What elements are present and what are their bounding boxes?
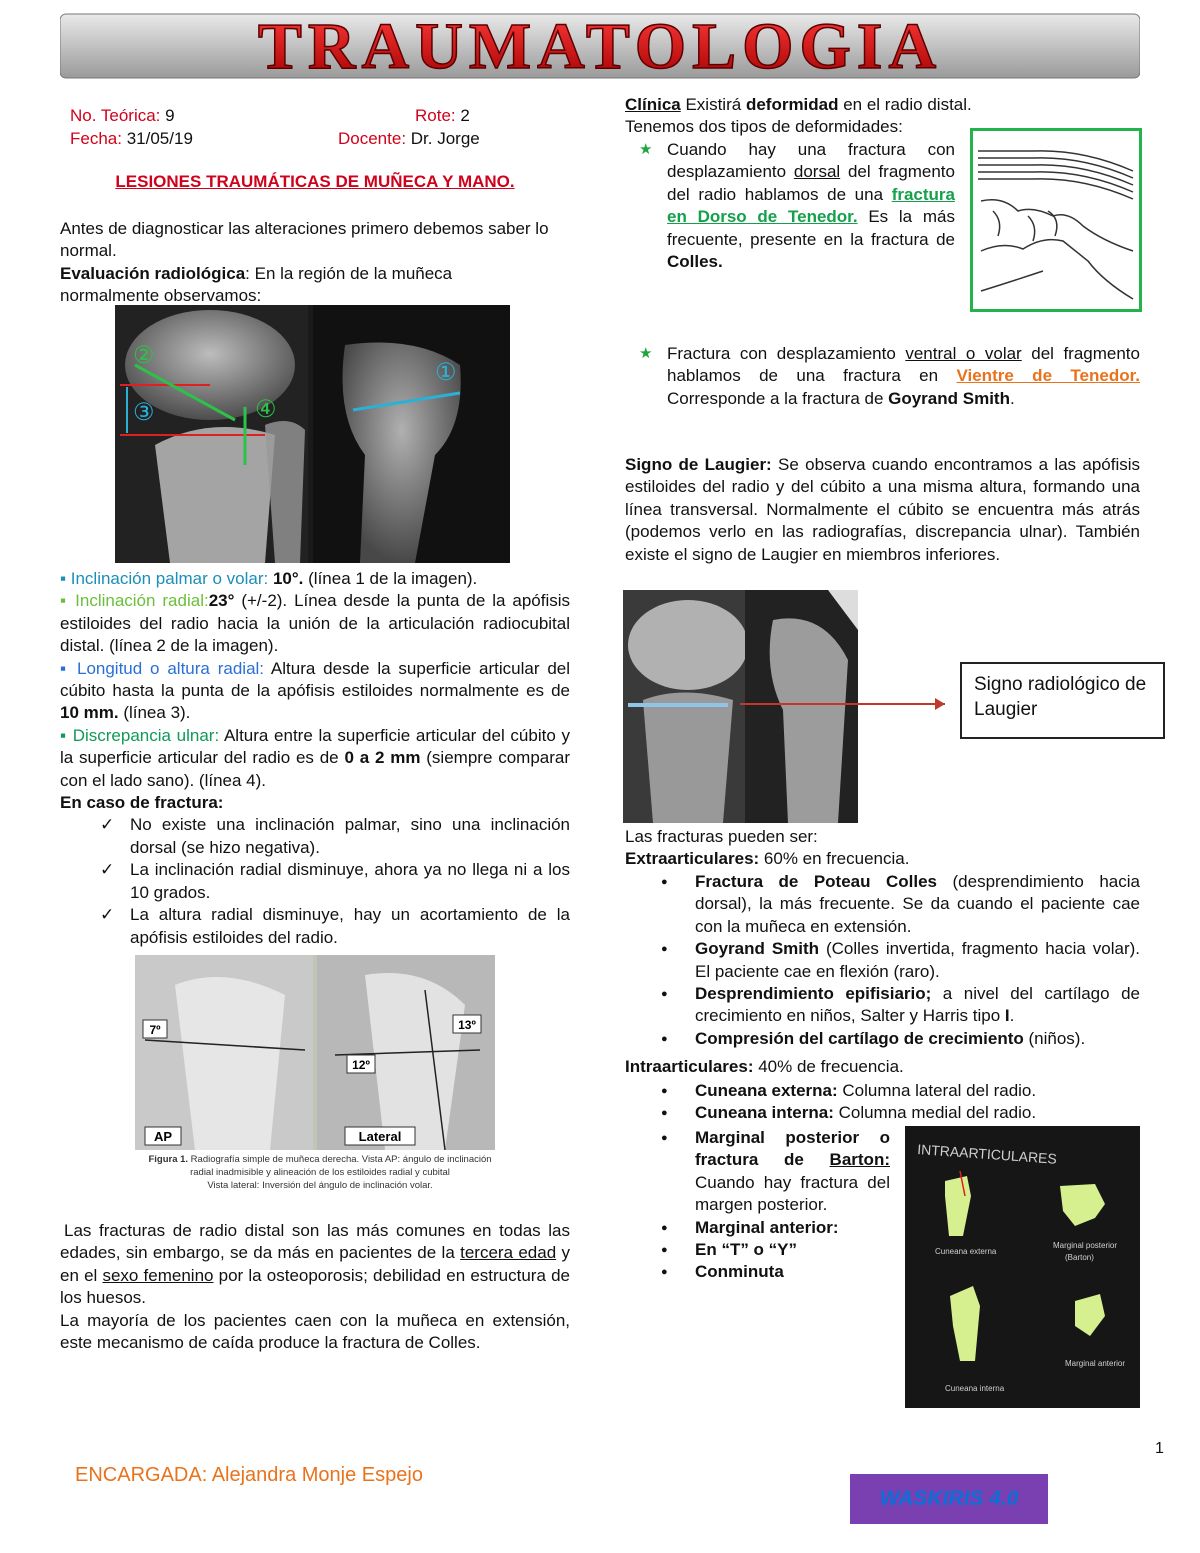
b4-value: 0 a 2 mm xyxy=(344,748,421,768)
p1-a: Las fracturas de radio distal son las más comunes en todas las edades, sin embargo, se da más en pacientes de la xyxy=(60,1221,570,1263)
bullet-discrepancia xyxy=(60,725,570,792)
laugier-paragraph xyxy=(625,454,1140,566)
fig-deg13: 13º xyxy=(458,1018,476,1032)
paragraph-epidemiology xyxy=(60,1220,570,1310)
caption-line-3: Vista lateral: Inversión del ángulo de inclinación volar. xyxy=(207,1180,433,1191)
extra-2-bold: Desprendimiento epifisiario; xyxy=(695,984,932,1004)
fecha-label: Fecha: xyxy=(70,129,122,148)
s1-bold: Colles. xyxy=(667,252,723,272)
rote-label: Rote: xyxy=(415,106,456,125)
intra-list-a xyxy=(625,1080,1140,1125)
intra6-bold: Conminuta xyxy=(695,1262,784,1282)
slide-label-2b: (Barton) xyxy=(1065,1253,1094,1262)
clinica-a: Existirá xyxy=(680,95,746,114)
intra3-bold: Marginal posterior o fractura de xyxy=(695,1128,890,1170)
laugier-arrow xyxy=(740,703,945,705)
teorica-value: 9 xyxy=(165,106,175,125)
title-banner xyxy=(60,8,1140,84)
teorica-label: No. Teórica: xyxy=(70,106,161,125)
b3-value: 10 mm. xyxy=(60,703,119,723)
intro-text: Antes de diagnosticar las alteraciones primero debemos saber lo normal. xyxy=(60,219,549,261)
docente-value: Dr. Jorge xyxy=(410,129,480,148)
fig-lateral-label: Lateral xyxy=(358,1129,402,1144)
intra5-bold: En “T” o “Y” xyxy=(695,1240,797,1260)
paragraph-mechanism: La mayoría de los pacientes caen con la muñeca en extensión, este mecanismo de caída produce la fractura de Colles. xyxy=(60,1310,570,1353)
fig-ap-label: AP xyxy=(153,1129,173,1144)
extra-0-text: (desprendimiento hacia dorsal), la más frecuente. Se da cuando el paciente cae con la muñeca en extensión. xyxy=(695,872,1140,936)
b1-value: 10°. xyxy=(272,569,304,588)
b4-text-a: Altura entre la superficie articular del cúbito y la superficie articular del radio es de xyxy=(60,725,570,768)
s2-u: ventral o volar xyxy=(905,344,1022,363)
s1-link: fractura en Dorso de Tenedor. xyxy=(667,184,955,227)
clinica-bold: deformidad xyxy=(745,95,839,114)
extra-2-text2: . xyxy=(1009,1006,1015,1026)
waskiris-badge: WASKIRIS 4.0 xyxy=(850,1474,1048,1524)
extra-item xyxy=(625,871,1140,938)
intra-item xyxy=(625,1239,890,1261)
figure-1-graphic xyxy=(135,955,495,1150)
fork-diagram-graphic xyxy=(973,131,1139,309)
meta-teorica xyxy=(70,104,175,127)
caption-bold: Figura 1. xyxy=(148,1154,189,1165)
pueden-line: Las fracturas pueden ser: xyxy=(625,827,818,846)
s2-c: Corresponde a la fractura de xyxy=(667,388,889,408)
intra-list-b xyxy=(625,1127,890,1284)
dorso-tenedor-diagram xyxy=(970,128,1142,312)
b1-text: (línea 1 de la imagen). xyxy=(303,569,478,588)
slide-label-2: Marginal posterior xyxy=(1053,1241,1118,1250)
meta-rote xyxy=(415,104,470,127)
epidemiology-paragraphs xyxy=(60,1220,570,1354)
b3-text-b: (línea 3). xyxy=(118,703,191,723)
b2-label: ▪ Inclinación radial: xyxy=(60,591,209,611)
intra-item xyxy=(625,1127,890,1217)
intra1-text: Columna lateral del radio. xyxy=(837,1081,1037,1100)
p1-c: por la osteoporosis; debilidad en estructura de los huesos. xyxy=(60,1265,570,1308)
laugier-text: Se observa cuando encontramos a las apófisis estiloides del radio y del cúbito a una misma altura, formando una línea transversal. Normalmente el cúbito se encuentra más atrás (podemos verlo en las radiografías, discrepancia ulnar). También existe el signo de Laugier en miembros inferiores. xyxy=(625,455,1141,564)
xray-normal-graphic xyxy=(115,305,510,563)
fecha-value: 31/05/19 xyxy=(126,129,193,148)
extra-0-bold: Fractura de Poteau Colles xyxy=(695,872,938,891)
xray-laugier xyxy=(623,590,858,823)
s2-link: Vientre de Tenedor. xyxy=(956,366,1140,386)
clinica-b: en el radio distal. xyxy=(838,95,972,114)
eval-paragraph xyxy=(60,263,550,308)
extra-item xyxy=(625,983,1140,1028)
extra-item xyxy=(625,1028,1140,1050)
xray-mark-3: ③ xyxy=(133,399,155,426)
extra-3-text: (niños). xyxy=(1023,1028,1086,1048)
s2-a: Fractura con desplazamiento xyxy=(667,344,906,363)
extra-1-bold: Goyrand Smith xyxy=(695,939,820,959)
intra2-text: Columna medial del radio. xyxy=(833,1103,1037,1123)
extra-heading xyxy=(625,848,1140,870)
eval-text: : En la región de la muñeca normalmente observamos: xyxy=(60,263,453,306)
banner-graphic xyxy=(60,8,1140,84)
p1-b: y en el xyxy=(60,1243,570,1285)
s2-d: . xyxy=(1009,388,1015,408)
fig-deg12: 12º xyxy=(352,1058,370,1072)
bullet-longitud xyxy=(60,658,570,725)
xray-normal-wrist xyxy=(115,305,510,563)
extra-2-bold2: I xyxy=(1004,1006,1010,1026)
classification-intro xyxy=(625,826,1140,871)
intra-item xyxy=(625,1102,1140,1124)
extra-2-text: a nivel del cartílago de crecimiento en niños, Salter y Harris tipo xyxy=(695,984,1140,1026)
deformity-list-2 xyxy=(625,343,1140,410)
fig-deg7: 7º xyxy=(149,1023,161,1037)
page-number: 1 xyxy=(1155,1440,1164,1457)
s1-u: dorsal xyxy=(793,162,841,182)
caption-line-2: radial inadmisible y alineación de los estiloides radial y cubital xyxy=(190,1167,450,1178)
extra-item xyxy=(625,938,1140,983)
check-item: ✓ La altura radial disminuye, hay un acortamiento de la apófisis estiloides del radio. xyxy=(60,904,570,949)
intraarticulares-slide xyxy=(905,1126,1140,1408)
intra3-u: Barton: xyxy=(829,1150,890,1170)
slide-graphic xyxy=(905,1126,1140,1408)
slide-label-1: Cuneana externa xyxy=(935,1247,997,1256)
b4-text-b: (siempre comparar con el lado sano). (línea 4). xyxy=(60,748,571,790)
xray-mark-2: ② xyxy=(133,342,155,369)
bullet-radial xyxy=(60,590,570,657)
fracture-checklist xyxy=(60,814,570,948)
caption-line-1: Radiografía simple de muñeca derecha. Vista AP: ángulo de inclinación xyxy=(188,1154,492,1165)
check-item: ✓ No existe una inclinación palmar, sino una inclinación dorsal (se hizo negativa). xyxy=(60,814,570,859)
xray-mark-1: ① xyxy=(435,359,457,386)
figure-1-caption xyxy=(135,1153,505,1192)
tipos-line: Tenemos dos tipos de deformidades: xyxy=(625,117,903,137)
intra-item xyxy=(625,1080,1140,1102)
clinica-line xyxy=(625,94,1140,116)
xray-laugier-graphic xyxy=(623,590,858,823)
eval-label: Evaluación radiológica xyxy=(60,263,246,283)
extra-list xyxy=(625,871,1140,1050)
extra-text: 60% en frecuencia. xyxy=(759,849,910,869)
deformity-volar xyxy=(625,343,1140,410)
banner-title: TRAUMATOLOGIA xyxy=(257,10,943,83)
b2-value: 23° xyxy=(208,591,235,611)
s2-bold: Goyrand Smith xyxy=(888,388,1010,408)
intra-item xyxy=(625,1217,890,1239)
b2-text: (+/-2). Línea desde la punta de la apófisis estiloides del radio hacia la unión de la articulación radiocubital distal. (línea 2 de la imagen). xyxy=(60,591,571,656)
clinica-label: Clínica xyxy=(625,95,681,114)
arrow-head-icon xyxy=(935,698,945,710)
intra4-bold: Marginal anterior: xyxy=(695,1217,839,1237)
intra-text: 40% de frecuencia. xyxy=(753,1057,904,1076)
xray-mark-4: ④ xyxy=(255,396,277,423)
encargada-label: ENCARGADA: Alejandra Monje Espejo xyxy=(75,1464,423,1486)
meta-docente xyxy=(338,127,480,150)
s1-b: del fragmento del radio hablamos de una xyxy=(667,162,955,204)
intra-item xyxy=(625,1261,890,1283)
meta-fecha xyxy=(70,127,193,150)
extra-label: Extraarticulares: xyxy=(625,849,760,869)
b3-text-a: Altura desde la superficie articular del cúbito hasta la punta de la apófisis estiloides normalmente es de xyxy=(60,658,571,701)
intra-heading xyxy=(625,1056,1140,1078)
b1-label: ▪ Inclinación palmar o volar: xyxy=(60,569,269,588)
extra-3-bold: Compresión del cartílago de crecimiento xyxy=(695,1028,1024,1048)
laugier-label: Signo de Laugier: xyxy=(625,455,772,474)
bullet-palmar xyxy=(60,568,570,590)
deformity-list-1 xyxy=(625,139,955,273)
slide-label-4: Marginal anterior xyxy=(1065,1359,1126,1368)
slide-title: INTRAARTICULARES xyxy=(916,1141,1058,1167)
p1-u2: sexo femenino xyxy=(102,1265,214,1285)
intra2-bold: Cuneana interna: xyxy=(695,1103,834,1123)
b4-label: ▪ Discrepancia ulnar: xyxy=(60,725,220,745)
s2-b: del fragmento hablamos de una fractura en xyxy=(667,344,1140,386)
intra3-text: Cuando hay fractura del margen posterior. xyxy=(695,1172,890,1215)
intra1-bold: Cuneana externa: xyxy=(695,1081,838,1100)
figure-1-xrays xyxy=(135,955,495,1150)
b3-label: ▪ Longitud o altura radial: xyxy=(60,658,265,678)
intro-paragraph xyxy=(60,218,550,308)
docente-label: Docente: xyxy=(338,129,407,148)
laugier-callout: Signo radiológico de Laugier xyxy=(960,662,1165,739)
s1-a: Cuando hay una fractura con desplazamiento xyxy=(667,140,955,182)
extra-1-text: (Colles invertida, fragmento hacia volar). El paciente cae en flexión (raro). xyxy=(695,939,1140,981)
s1-c: Es la más frecuente, presente en la fractura de xyxy=(667,207,955,249)
check-item: ✓ La inclinación radial disminuye, ahora ya no llega ni a los 10 grados. xyxy=(60,859,570,904)
slide-label-3: Cuneana interna xyxy=(945,1384,1005,1393)
section-title: LESIONES TRAUMÁTICAS DE MUÑECA Y MANO. xyxy=(115,172,515,191)
fracture-heading: En caso de fractura: xyxy=(60,793,224,813)
intra-label: Intraarticulares: xyxy=(625,1057,754,1076)
p1-u1: tercera edad xyxy=(460,1243,557,1263)
normal-values xyxy=(60,568,570,949)
rote-value: 2 xyxy=(460,106,470,125)
deformity-dorsal xyxy=(625,139,955,273)
